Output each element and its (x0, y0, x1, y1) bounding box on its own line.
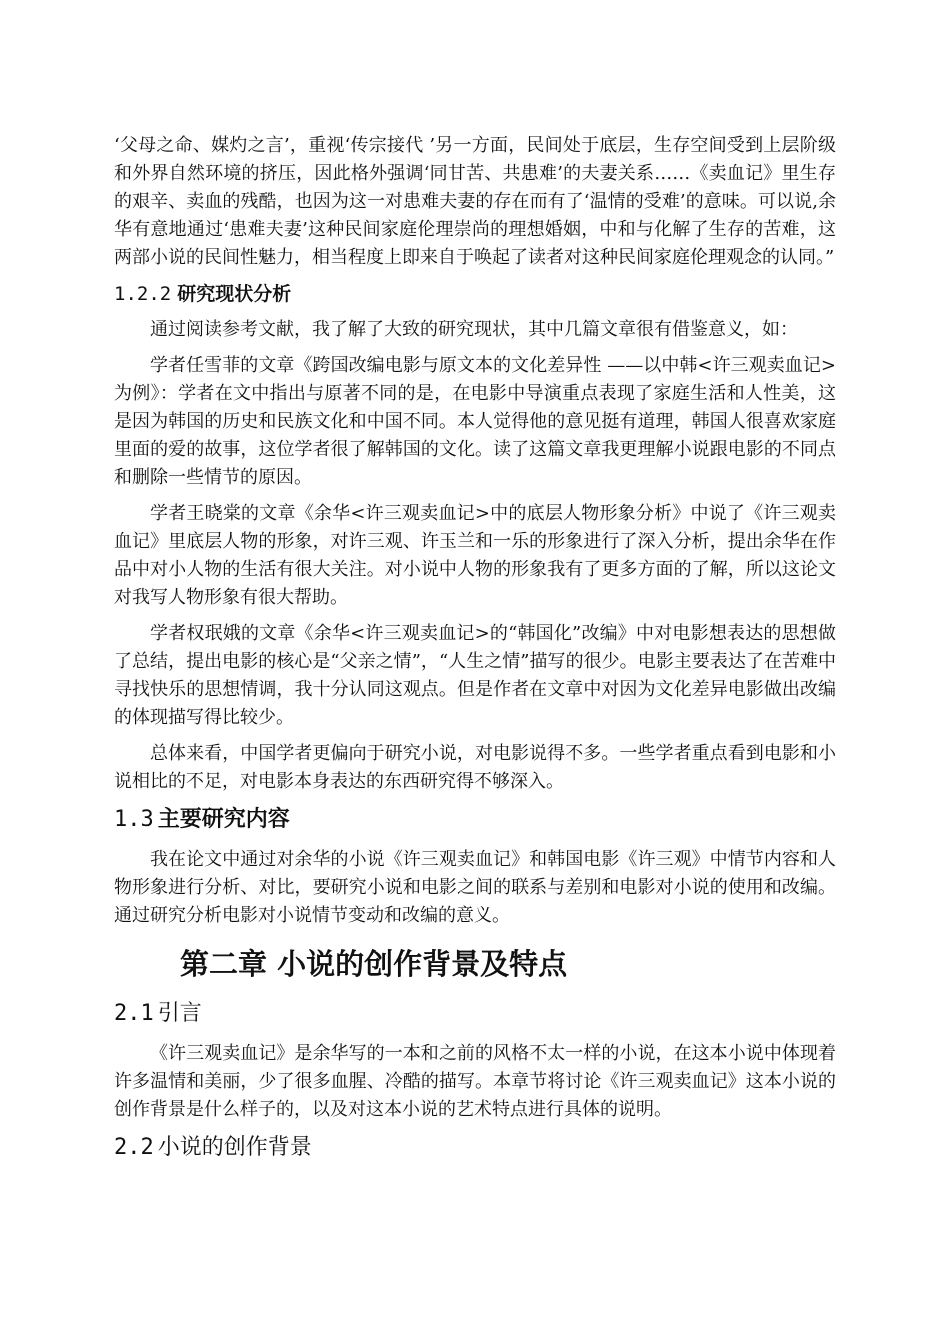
section-title: 主要研究内容 (157, 807, 290, 832)
section-title: 小说的创作背景 (157, 1135, 312, 1160)
section-title: 研究现状分析 (177, 283, 292, 305)
section-number: 2.1 (114, 1001, 154, 1026)
section-heading-1-3 (114, 804, 836, 836)
paragraph: 学者任雪菲的文章《跨国改编电影与原文本的文化差异性 ——以中韩<许三观卖血记>为例》：学者在文中指出与原著不同的是，在电影中导演重点表现了家庭生活和人性美，这是因为韩国的历史和民族文化和中国不同。本人觉得他的意见挺有道理，韩国人很喜欢家庭里面的爱的故事，这位学者很了解韩国的文化。读了这篇文章我更理解小说跟电影的不同点和删除一些情节的原因。 (114, 355, 836, 488)
section-number: 1.3 (114, 807, 154, 832)
paragraph: 我在论文中通过对余华的小说《许三观卖血记》和韩国电影《许三观》中情节内容和人物形象进行分析、对比，要研究小说和电影之间的联系与差别和电影对小说的使用和改编。通过研究分析电影对小说情节变动和改编的意义。 (114, 849, 836, 926)
paragraph: 学者王晓棠的文章《余华<许三观卖血记>中的底层人物形象分析》中说了《许三观卖血记》里底层人物的形象，对许三观、许玉兰和一乐的形象进行了深入分析，提出余华在作品中对小人物的生活有很大关注。对小说中人物的形象我有了更多方面的了解，所以这论文对我写人物形象有很大帮助。 (114, 503, 836, 608)
paragraph-quote-continuation: ‘父母之命、媒灼之言’，重视‘传宗接代 ’另一方面，民间处于底层，生存空间受到上层阶级和外界自然环境的挤压，因此格外强调‘同甘苦、共患难’的夫妻关系……《卖血记》里生存的艰辛、卖血的残酷，也因为这一对患难夫妻的存在而有了‘温情的受难’的意味。可以说,余华有意地通过‘患难夫妻’这种民间家庭伦理崇尚的理想婚姻，中和与化解了生存的苦难，这两部小说的民间性魅力，相当程度上即来自于唤起了读者对这种民间家庭伦理观念的认同。” (114, 135, 836, 268)
section-heading-2-2 (114, 1132, 836, 1164)
chapter-title: 第二章 小说的创作背景及特点 (180, 947, 568, 981)
section-number: 2.2 (114, 1135, 154, 1160)
section-number: 1.2.2 (114, 283, 172, 305)
paragraph: 《许三观卖血记》是余华写的一本和之前的风格不太一样的小说，在这本小说中体现着许多温情和美丽，少了很多血腥、冷酷的描写。本章节将讨论《许三观卖血记》这本小说的创作背景是什么样子的，以及对这本小说的艺术特点进行具体的说明。 (114, 1043, 836, 1120)
paragraph: 通过阅读参考文献，我了解了大致的研究现状，其中几篇文章很有借鉴意义，如： (150, 319, 798, 340)
paragraph: 总体来看，中国学者更偏向于研究小说，对电影说得不多。一些学者重点看到电影和小说相比的不足，对电影本身表达的东西研究得不够深入。 (114, 743, 836, 792)
section-heading-2-1 (114, 998, 836, 1030)
section-title: 引言 (157, 1001, 202, 1026)
section-heading-1-2-2 (114, 280, 836, 308)
page-content (114, 132, 836, 1174)
paragraph: 学者权珉娥的文章《余华<许三观卖血记>的“韩国化”改编》中对电影想表达的思想做了总结，提出电影的核心是“父亲之情”，“人生之情”描写的很少。电影主要表达了在苦难中寻找快乐的思想情调，我十分认同这观点。但是作者在文章中对因为文化差异电影做出改编的体现描写得比较少。 (114, 623, 836, 728)
